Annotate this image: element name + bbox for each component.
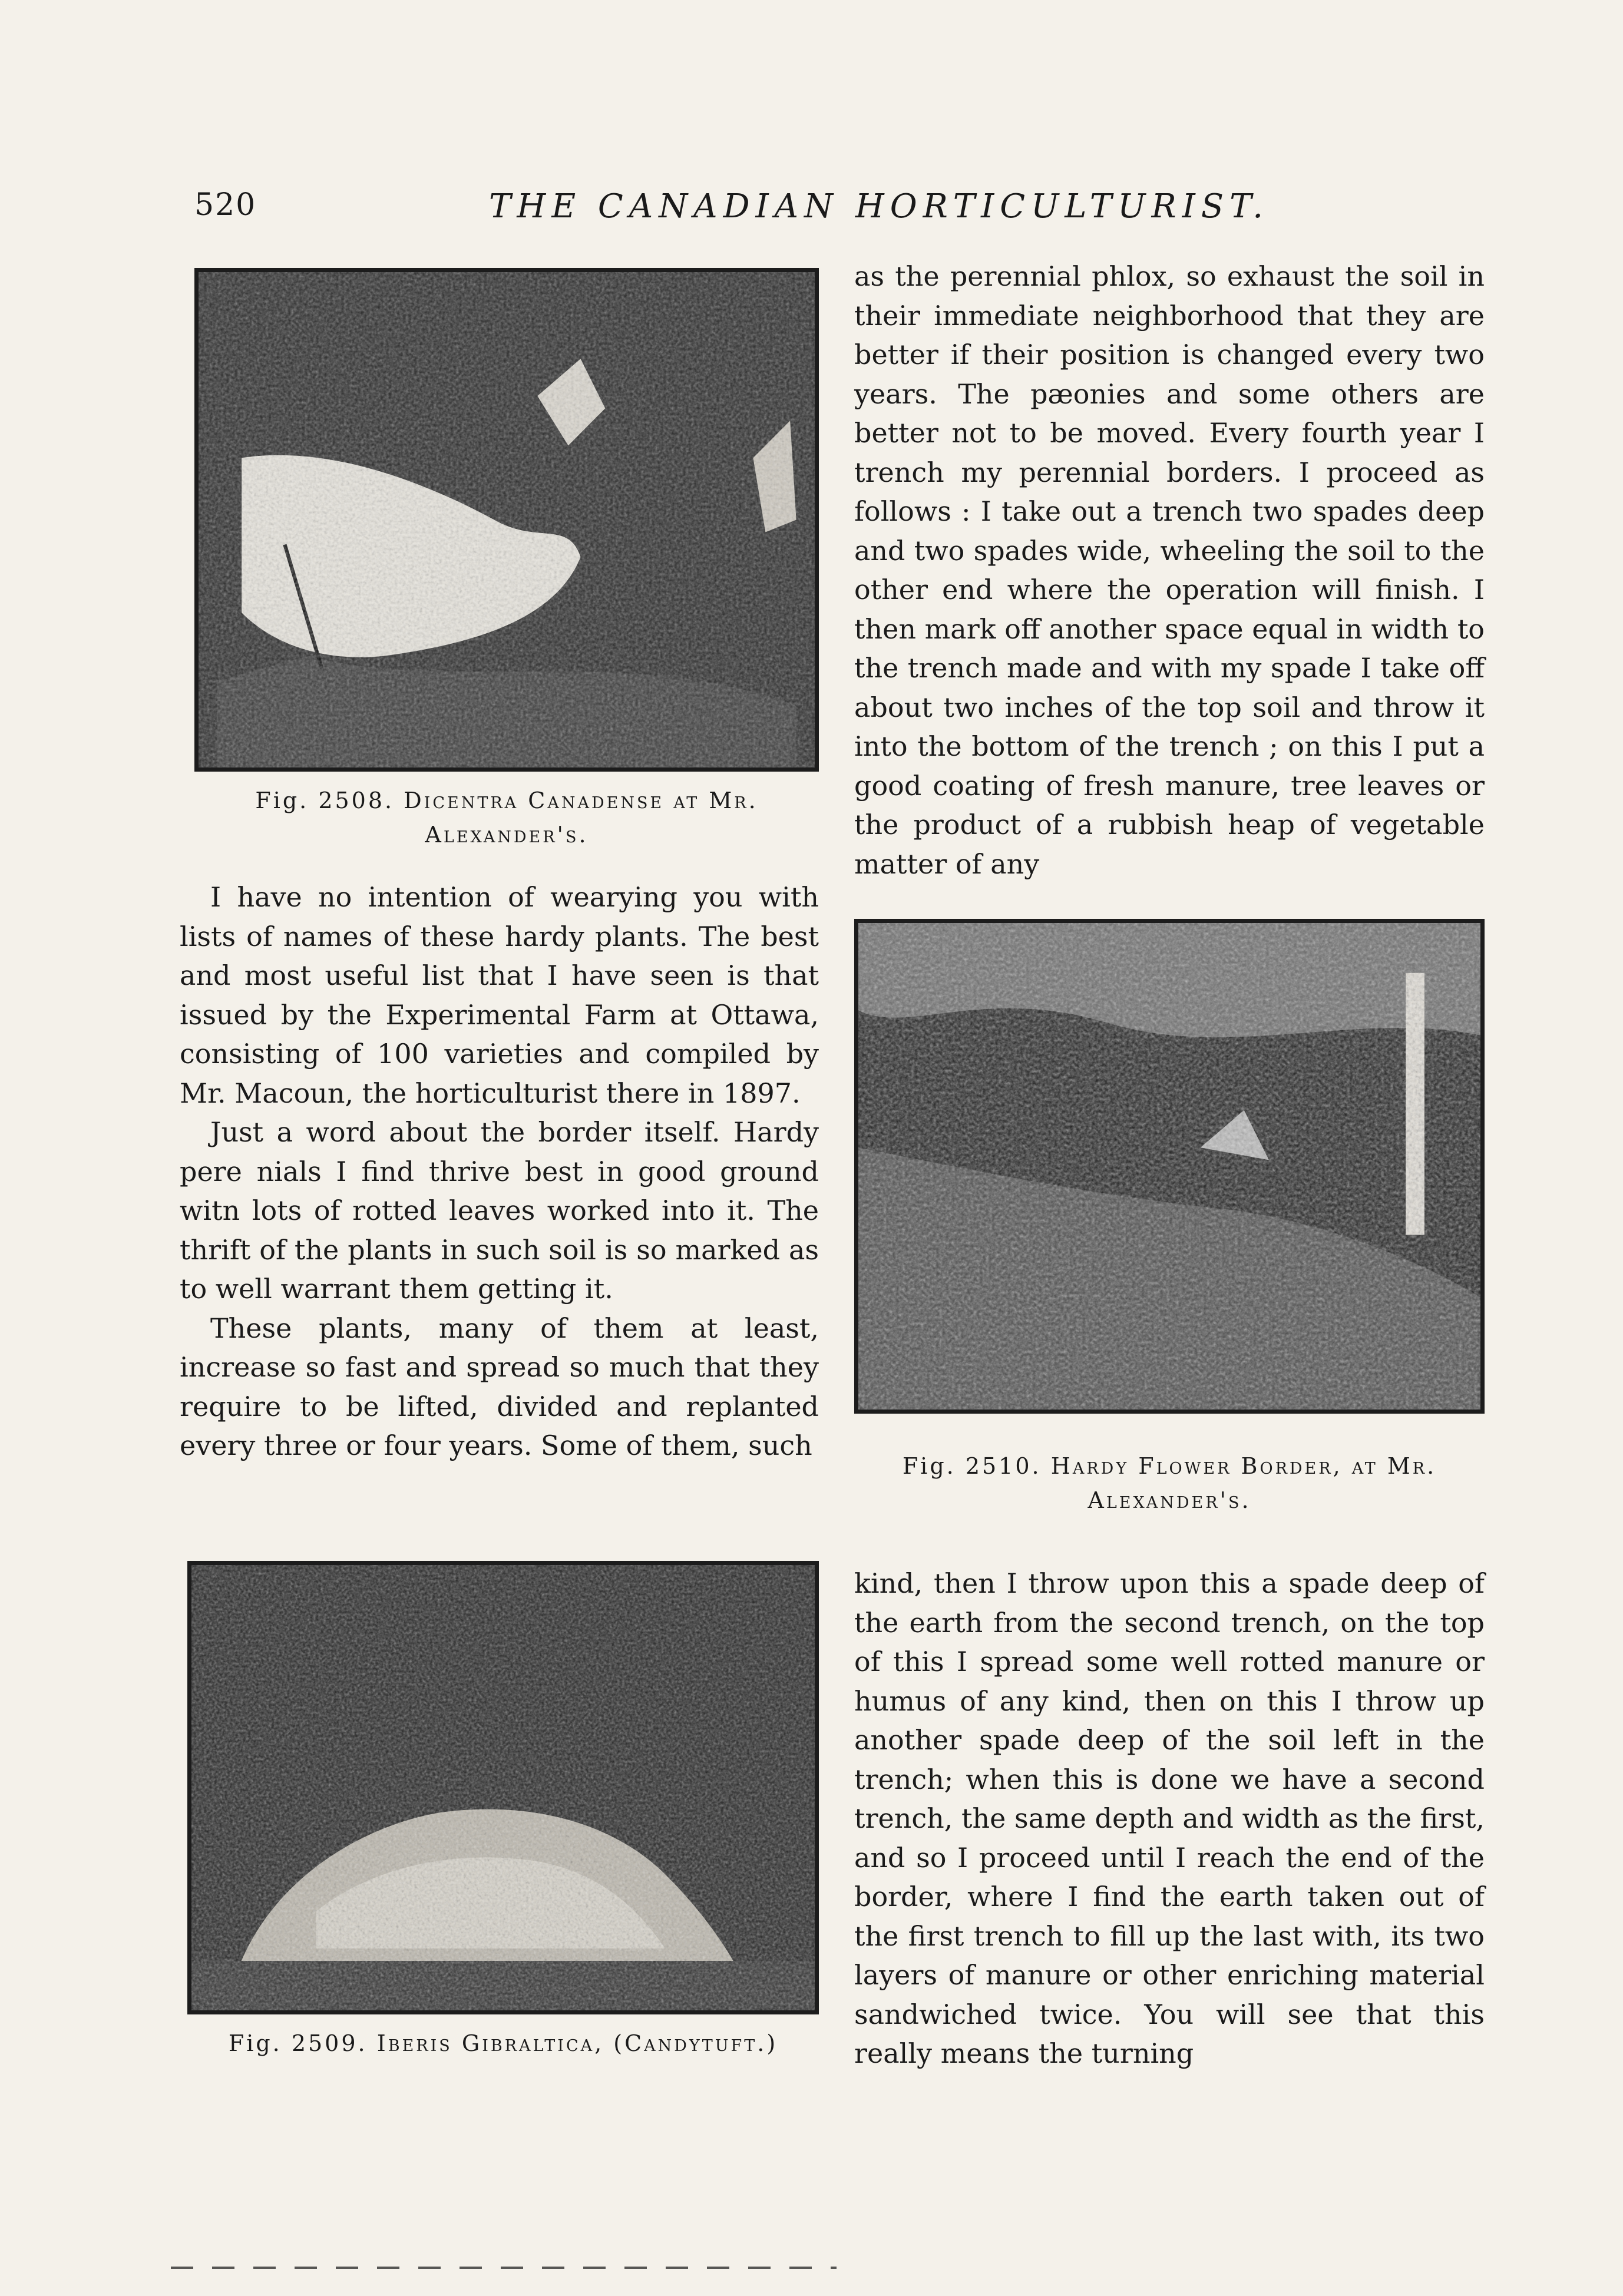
paragraph: Just a word about the border itself. Hardy pere nials I find thrive best in good ground witn lots of rotted leaves worked into it. The thrift of the plants in such soil is so marked as to well warrant them getting it.	[180, 1116, 819, 1305]
caption-number: Fig. 2509.	[228, 2030, 368, 2056]
scan-artifact-rule	[171, 2267, 837, 2269]
paragraph: as the perennial phlox, so exhaust the soil in their immediate neighborhood that they are better if their position is changed every two years. The pæonies and some others are better not to be moved. Every fourth year I trench my perennial borders. I proceed as follows : I take out a trench two spades deep and two spades wide, wheeling the soil to the other end where the operation will finish. I then mark off another space equal in width to the trench made and with my spade I take off about two inches of the top soil and throw it into the bottom of the trench ; on this I put a good coating of fresh manure, tree leaves or the product of a rubbish heap of vegetable matter of any	[854, 260, 1485, 880]
paragraph: These plants, many of them at least, increase so fast and spread so much that they require to be lifted, divided and replanted every three or four years. Some of them, such	[180, 1312, 819, 1461]
right-column-top-text	[854, 257, 1485, 884]
paragraph: kind, then I throw upon this a spade deep of the earth from the second trench, on the top of this I spread some well rotted manure or humus of any kind, then on this I throw up another spade deep of the soil left in the trench; when this is done we have a second trench, the same depth and width as the first, and so I proceed until I reach the end of the border, where I find the earth taken out of the first trench to fill up the last with, its two layers of manure or other enriching material sandwiched twice. You will see that this really means the turning	[854, 1567, 1485, 2069]
running-title: THE CANADIAN HORTICULTURIST.	[489, 187, 1270, 226]
dicentra-photo-image	[199, 272, 815, 767]
caption-text: Dicentra Canadense at Mr. Alexander's.	[404, 788, 758, 848]
border-photo-image	[858, 923, 1480, 1410]
page-number: 520	[194, 187, 257, 223]
caption-number: Fig. 2508.	[255, 788, 395, 813]
iberis-photo-image	[191, 1565, 815, 2010]
left-column-text	[180, 878, 819, 1465]
figure-iberis-photo	[187, 1561, 819, 2014]
right-column-bottom-text	[854, 1564, 1485, 2073]
caption-text: Hardy Flower Border, at Mr. Alexander's.	[1050, 1453, 1437, 1513]
caption-fig-2509	[187, 2026, 819, 2060]
caption-fig-2510	[854, 1449, 1485, 1517]
caption-number: Fig. 2510.	[902, 1453, 1042, 1479]
page-header	[194, 187, 1490, 234]
caption-fig-2508	[194, 783, 819, 852]
paragraph: I have no intention of wearying you with lists of names of these hardy plants. The best and most useful list that I have seen is that issued by the Experimental Farm at Ottawa, consisting of 100 varieties and compiled by Mr. Macoun, the horticulturist there in 1897.	[180, 881, 819, 1109]
caption-text: Iberis Gibraltica, (Candytuft.)	[376, 2030, 778, 2056]
figure-border-photo	[854, 919, 1485, 1414]
figure-dicentra-photo	[194, 268, 819, 772]
